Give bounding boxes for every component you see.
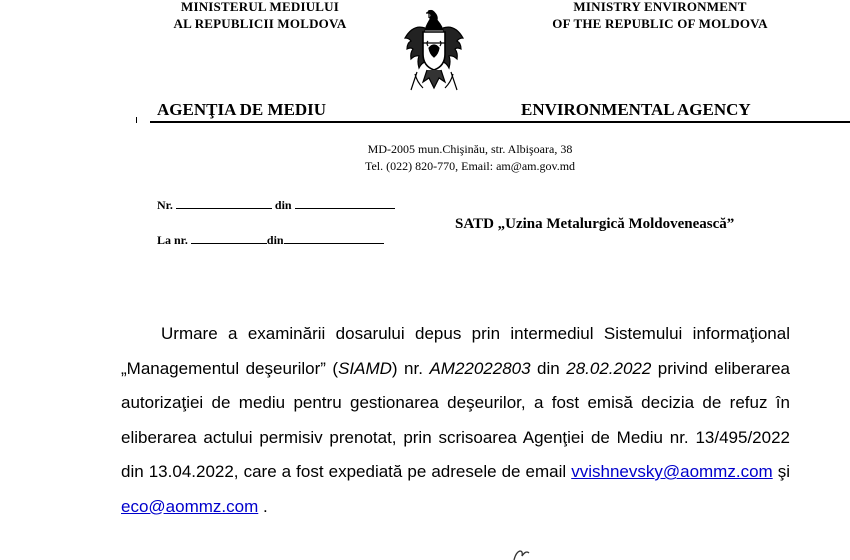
agency-contacts: Tel. (022) 820-770, Email: am@am.gov.md — [364, 159, 576, 173]
ministry-en — [520, 0, 800, 32]
letter-body — [121, 317, 790, 524]
nr-label: Nr. — [157, 198, 173, 212]
la-nr-blank — [191, 233, 267, 244]
outgoing-number-field — [157, 198, 395, 213]
body-text-2: ) nr. — [391, 358, 430, 378]
la-nr-date-blank — [284, 233, 384, 244]
ministry-en-line1: MINISTRY ENVIRONMENT — [573, 0, 747, 14]
nr-din-label: din — [274, 198, 292, 212]
ministry-ro-line1: MINISTERUL MEDIULUI — [180, 0, 340, 14]
signature-stamp-icon — [510, 548, 534, 560]
recipient: SATD „Uzina Metalurgică Moldovenească” — [455, 216, 735, 232]
email-link-1[interactable]: vvishnevsky@aommz.com — [571, 462, 773, 481]
body-text-6: . — [258, 496, 268, 516]
agency-address: MD-2005 mun.Chişinău, str. Albişoara, 38 — [367, 142, 573, 156]
body-text-5: şi — [772, 462, 791, 481]
la-nr-din-label: din — [266, 233, 284, 247]
agency-name-en: ENVIRONMENTAL AGENCY — [521, 100, 751, 119]
dossier-number: AM22022803 — [429, 358, 531, 378]
body-text-3: din — [530, 358, 567, 378]
ministry-ro — [140, 0, 380, 32]
email-link-2[interactable]: eco@aommz.com — [121, 496, 259, 516]
incoming-number-field — [157, 233, 384, 248]
dossier-date: 28.02.2022 — [566, 358, 652, 378]
la-nr-label: La nr. — [157, 233, 188, 247]
header-divider — [150, 121, 850, 123]
header-rule-tick — [136, 117, 137, 123]
ministry-en-line2: OF THE REPUBLIC OF MOLDOVA — [552, 16, 768, 31]
nr-blank — [176, 198, 272, 209]
nr-date-blank — [295, 198, 395, 209]
ministry-ro-line2: AL REPUBLICII MOLDOVA — [173, 16, 347, 31]
system-abbreviation: SIAMD — [338, 358, 392, 378]
moldova-coat-of-arms-icon — [403, 8, 465, 98]
body-text-1: Urmare a examinării dosarului depus prin intermediul Sistemului informaţional „Managementul deşeurilor” ( — [121, 324, 790, 378]
body-text-4: privind eliberarea autorizaţiei de mediu pentru gestionarea deşeurilor, a fost emisă decizia de refuz în eliberarea actului permisiv prenotat, prin scrisoarea Agenţiei de Mediu nr. 13/495/2022 din 13.04.2022, care a fost expediată pe adresele de email — [121, 358, 790, 481]
agency-name-ro: AGENŢIA DE MEDIU — [157, 100, 327, 119]
